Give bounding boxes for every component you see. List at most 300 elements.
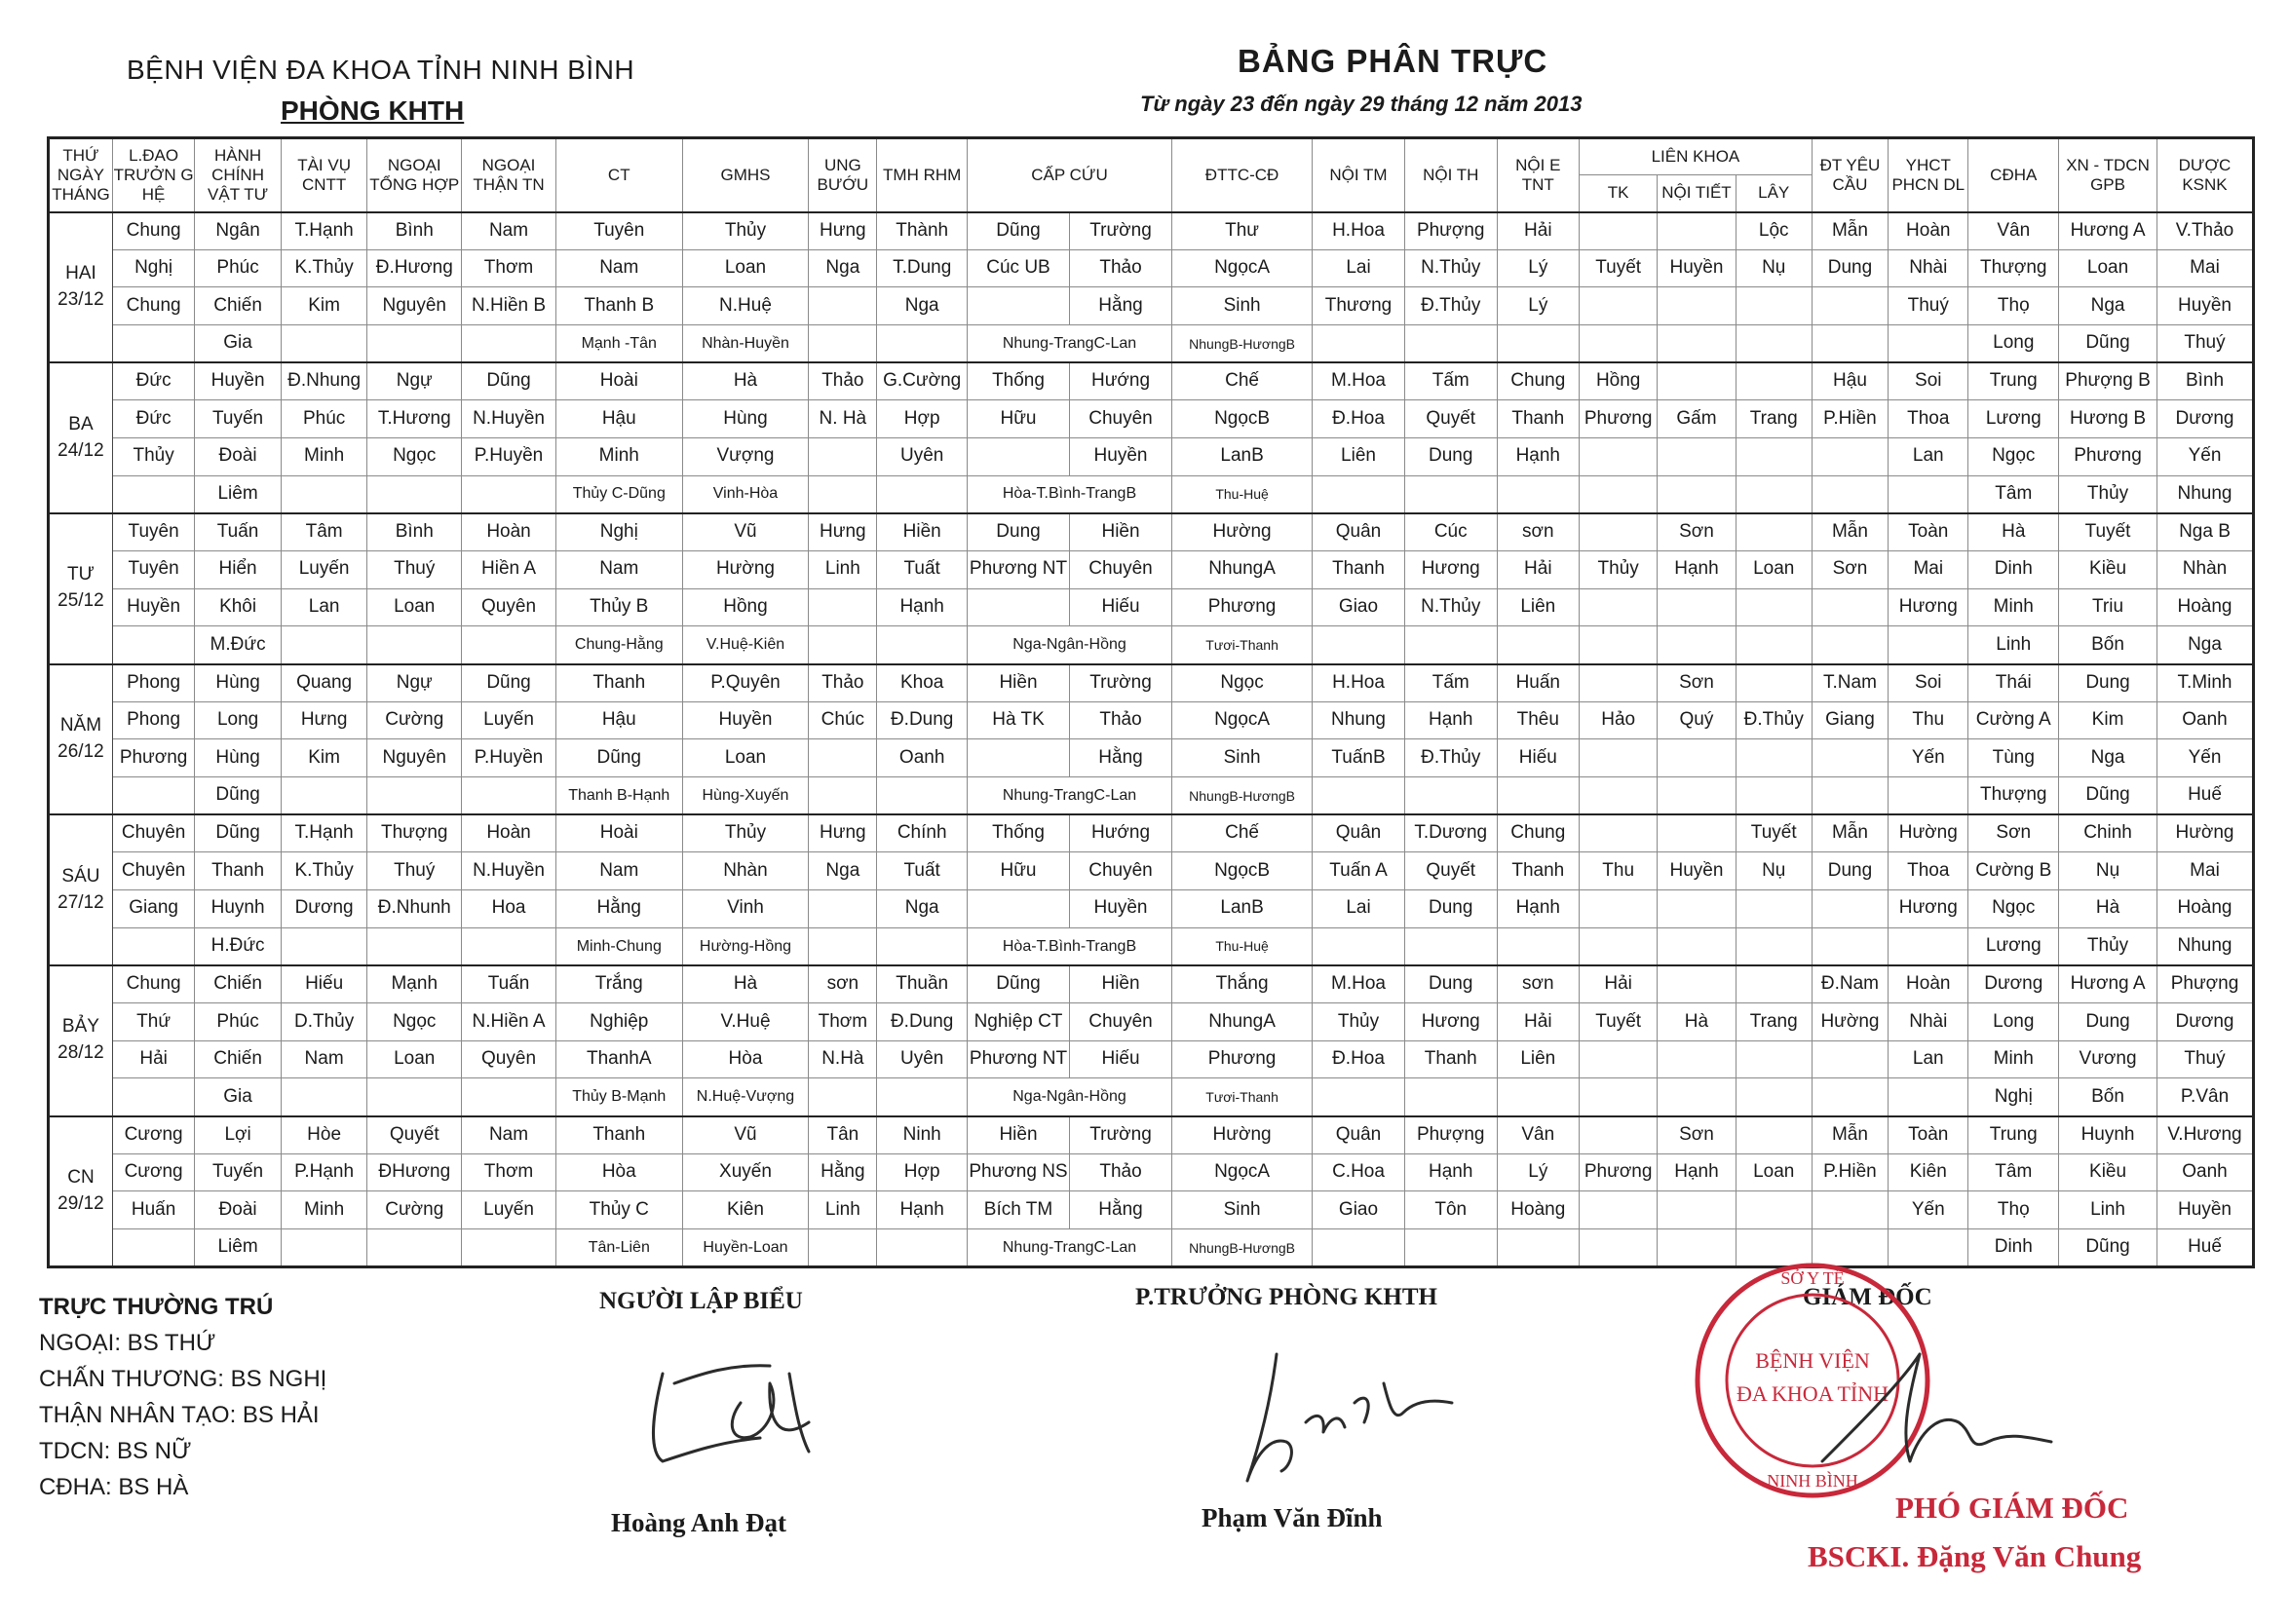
schedule-cell: Vượng bbox=[682, 438, 809, 476]
schedule-cell bbox=[1658, 777, 1736, 815]
schedule-cell: Tuyết bbox=[1580, 249, 1658, 287]
schedule-cell bbox=[1736, 664, 1812, 702]
resident-duty-block bbox=[39, 1289, 326, 1505]
schedule-cell: Chung bbox=[112, 212, 194, 250]
schedule-cell: Kiên bbox=[1889, 1153, 1968, 1191]
schedule-cell: Nam bbox=[555, 249, 682, 287]
schedule-cell: Hoàn bbox=[1889, 212, 1968, 250]
schedule-cell bbox=[462, 777, 556, 815]
schedule-cell: Cúc UB bbox=[968, 249, 1070, 287]
schedule-cell: Quân bbox=[1313, 1116, 1405, 1154]
schedule-cell: Huế bbox=[2156, 777, 2253, 815]
schedule-cell: Nga bbox=[877, 890, 968, 928]
schedule-cell: Hạnh bbox=[1658, 551, 1736, 589]
schedule-cell: Thanh bbox=[1404, 1040, 1497, 1078]
schedule-cell: Nhung bbox=[2156, 475, 2253, 513]
schedule-cell bbox=[1812, 475, 1888, 513]
schedule-cell bbox=[1658, 212, 1736, 250]
schedule-cell: Ngọc bbox=[367, 438, 462, 476]
schedule-cell: NhungA bbox=[1172, 1003, 1313, 1041]
schedule-cell bbox=[1889, 475, 1968, 513]
schedule-cell: NgọcB bbox=[1172, 852, 1313, 890]
schedule-cell bbox=[1736, 287, 1812, 325]
schedule-cell: NhungB-HươngB bbox=[1172, 325, 1313, 363]
schedule-cell: Thanh bbox=[1497, 852, 1579, 890]
schedule-cell: Trường bbox=[1070, 664, 1172, 702]
schedule-cell: Loan bbox=[367, 1040, 462, 1078]
schedule-cell: Giao bbox=[1313, 1191, 1405, 1229]
schedule-cell: Nga bbox=[2059, 287, 2157, 325]
schedule-cell: Quyết bbox=[1404, 400, 1497, 438]
schedule-cell: Tươi-Thanh bbox=[1172, 1078, 1313, 1116]
schedule-cell: Nụ bbox=[1736, 249, 1812, 287]
schedule-cell: Hòa-T.Bình-TrangB bbox=[968, 927, 1172, 965]
schedule-cell bbox=[1736, 475, 1812, 513]
schedule-cell: K.Thủy bbox=[281, 249, 367, 287]
day-cell bbox=[49, 965, 113, 1116]
schedule-cell: Uyên bbox=[877, 1040, 968, 1078]
schedule-cell: Ngự bbox=[367, 664, 462, 702]
schedule-cell bbox=[1736, 739, 1812, 777]
schedule-cell: Thắng bbox=[1172, 965, 1313, 1003]
schedule-cell: Thơm bbox=[462, 1153, 556, 1191]
schedule-cell: Chuyên bbox=[1070, 852, 1172, 890]
schedule-cell: Thu-Huệ bbox=[1172, 475, 1313, 513]
schedule-cell: Dung bbox=[2059, 1003, 2157, 1041]
schedule-cell: Linh bbox=[809, 1191, 877, 1229]
schedule-cell: Dung bbox=[1404, 438, 1497, 476]
schedule-cell: Hướng bbox=[1070, 362, 1172, 400]
schedule-cell: N.Huệ bbox=[682, 287, 809, 325]
schedule-cell bbox=[1580, 927, 1658, 965]
schedule-cell bbox=[1812, 739, 1888, 777]
schedule-cell: Hải bbox=[1497, 212, 1579, 250]
schedule-cell: Hằng bbox=[1070, 1191, 1172, 1229]
schedule-cell: Nụ bbox=[2059, 852, 2157, 890]
schedule-cell: Huyền bbox=[1658, 852, 1736, 890]
schedule-cell: Phương NT bbox=[968, 1040, 1070, 1078]
schedule-cell: Đ.Thủy bbox=[1736, 701, 1812, 739]
schedule-cell bbox=[1404, 325, 1497, 363]
schedule-cell: Nhài bbox=[1889, 1003, 1968, 1041]
col-kidney-surgery: NGOẠI THẬN TN bbox=[462, 138, 556, 212]
schedule-cell bbox=[1658, 1040, 1736, 1078]
schedule-cell: Thuần bbox=[877, 965, 968, 1003]
schedule-cell: Hòe bbox=[281, 1116, 367, 1154]
col-leader: L.ĐAO TRƯỞN G HỆ bbox=[112, 138, 194, 212]
schedule-cell bbox=[1313, 1078, 1405, 1116]
schedule-cell: Hoàn bbox=[462, 513, 556, 551]
schedule-cell: Liên bbox=[1313, 438, 1405, 476]
schedule-cell: P.Huyền bbox=[462, 438, 556, 476]
schedule-cell: Hiếu bbox=[281, 965, 367, 1003]
schedule-cell: Lương bbox=[1968, 927, 2059, 965]
hospital-name: BỆNH VIỆN ĐA KHOA TỈNH NINH BÌNH bbox=[127, 55, 635, 85]
schedule-cell: Nga bbox=[2156, 626, 2253, 664]
deputy-name: BSCKI. Đặng Văn Chung bbox=[1808, 1539, 2142, 1573]
schedule-cell bbox=[1313, 626, 1405, 664]
schedule-cell bbox=[1812, 588, 1888, 626]
schedule-cell: Giao bbox=[1313, 588, 1405, 626]
schedule-cell: Yến bbox=[1889, 1191, 1968, 1229]
schedule-cell: Phương bbox=[1580, 400, 1658, 438]
schedule-cell: Hùng bbox=[682, 400, 809, 438]
schedule-cell bbox=[367, 626, 462, 664]
day-label: CN bbox=[67, 1166, 95, 1188]
schedule-cell: Huyền bbox=[112, 588, 194, 626]
schedule-cell bbox=[1812, 890, 1888, 928]
schedule-cell: Bình bbox=[2156, 362, 2253, 400]
schedule-cell: sơn bbox=[1497, 965, 1579, 1003]
schedule-cell: P.Hiền bbox=[1812, 1153, 1888, 1191]
schedule-cell bbox=[1313, 325, 1405, 363]
col-cardiology: NỘI TM bbox=[1313, 138, 1405, 212]
schedule-cell: Nam bbox=[555, 551, 682, 589]
schedule-cell: Soi bbox=[1889, 664, 1968, 702]
duty-schedule-table bbox=[47, 136, 2255, 1268]
resident-line: NGOẠI: BS THỨ bbox=[39, 1330, 216, 1356]
schedule-cell: P.Hạnh bbox=[281, 1153, 367, 1191]
schedule-cell: Nhung bbox=[2156, 927, 2253, 965]
day-date: 25/12 bbox=[57, 590, 104, 612]
schedule-cell: Trường bbox=[1070, 212, 1172, 250]
schedule-cell: Hải bbox=[1580, 965, 1658, 1003]
col-admin: HÀNH CHÍNH VẬT TƯ bbox=[195, 138, 282, 212]
schedule-cell: Thanh bbox=[1313, 551, 1405, 589]
schedule-cell: Dũng bbox=[462, 664, 556, 702]
schedule-cell: Hiếu bbox=[1497, 739, 1579, 777]
schedule-cell: Minh bbox=[281, 1191, 367, 1229]
schedule-cell bbox=[877, 927, 968, 965]
schedule-cell: Hồng bbox=[682, 588, 809, 626]
schedule-cell bbox=[112, 777, 194, 815]
schedule-cell bbox=[462, 1229, 556, 1267]
schedule-cell bbox=[1580, 1229, 1658, 1267]
schedule-cell bbox=[1736, 890, 1812, 928]
schedule-cell bbox=[1580, 513, 1658, 551]
schedule-cell: Phượng bbox=[1404, 212, 1497, 250]
schedule-cell: Dung bbox=[1812, 249, 1888, 287]
schedule-cell: Huấn bbox=[1497, 664, 1579, 702]
schedule-cell bbox=[1812, 1078, 1888, 1116]
col-general-surgery: NGOẠI TỔNG HỢP bbox=[367, 138, 462, 212]
schedule-cell: Hoàng bbox=[1497, 1191, 1579, 1229]
schedule-cell bbox=[809, 1229, 877, 1267]
schedule-cell: Đức bbox=[112, 362, 194, 400]
col-lab: XN - TDCN GPB bbox=[2059, 138, 2157, 212]
schedule-cell: Trang bbox=[1736, 1003, 1812, 1041]
schedule-cell: Thanh bbox=[195, 852, 282, 890]
schedule-cell: Cường bbox=[367, 1191, 462, 1229]
schedule-cell bbox=[281, 1078, 367, 1116]
schedule-cell: Tấm bbox=[1404, 664, 1497, 702]
day-cell bbox=[49, 212, 113, 363]
schedule-cell: Hương A bbox=[2059, 212, 2157, 250]
schedule-cell: Tuyến bbox=[195, 1153, 282, 1191]
schedule-cell: Phương NT bbox=[968, 551, 1070, 589]
schedule-cell: Sơn bbox=[1968, 814, 2059, 852]
schedule-cell: Thống bbox=[968, 362, 1070, 400]
schedule-cell bbox=[877, 777, 968, 815]
schedule-cell bbox=[1658, 362, 1736, 400]
schedule-cell bbox=[1812, 438, 1888, 476]
schedule-cell: Tuyên bbox=[555, 212, 682, 250]
col-finance: TÀI VỤ CNTT bbox=[281, 138, 367, 212]
schedule-cell: Chuyên bbox=[1070, 551, 1172, 589]
schedule-cell bbox=[809, 777, 877, 815]
schedule-cell: Sơn bbox=[1658, 513, 1736, 551]
schedule-cell bbox=[281, 325, 367, 363]
schedule-cell: Hương bbox=[1889, 890, 1968, 928]
day-label: TƯ bbox=[67, 564, 95, 585]
schedule-cell: Tuất bbox=[877, 852, 968, 890]
schedule-cell: Hậu bbox=[1812, 362, 1888, 400]
schedule-cell: N.Hiền B bbox=[462, 287, 556, 325]
schedule-cell: Phượng bbox=[1404, 1116, 1497, 1154]
schedule-cell: Hiền bbox=[1070, 513, 1172, 551]
schedule-cell: T.Hương bbox=[367, 400, 462, 438]
schedule-cell: Hiếu bbox=[1070, 588, 1172, 626]
schedule-cell: V.Huệ-Kiên bbox=[682, 626, 809, 664]
schedule-cell: Ninh bbox=[877, 1116, 968, 1154]
schedule-cell: Minh bbox=[1968, 588, 2059, 626]
schedule-cell: Đ.Hoa bbox=[1313, 400, 1405, 438]
col-neurology: TK bbox=[1580, 175, 1658, 212]
schedule-cell: Hường bbox=[1812, 1003, 1888, 1041]
schedule-cell: Thanh bbox=[555, 1116, 682, 1154]
schedule-cell: Tôn bbox=[1404, 1191, 1497, 1229]
schedule-cell: Huế bbox=[2156, 1229, 2253, 1267]
director-title: GIÁM ĐỐC bbox=[1803, 1284, 1932, 1310]
schedule-cell: Hương A bbox=[2059, 965, 2157, 1003]
schedule-cell bbox=[1658, 814, 1736, 852]
schedule-cell: Hằng bbox=[1070, 287, 1172, 325]
schedule-cell: Hậu bbox=[555, 400, 682, 438]
schedule-cell: V.Hương bbox=[2156, 1116, 2253, 1154]
schedule-cell bbox=[1404, 475, 1497, 513]
schedule-cell: Tân bbox=[809, 1116, 877, 1154]
schedule-cell: Liên bbox=[1497, 588, 1579, 626]
col-internal-general: NỘI TH bbox=[1404, 138, 1497, 212]
schedule-cell: Huấn bbox=[112, 1191, 194, 1229]
schedule-cell: Nga bbox=[809, 249, 877, 287]
date-range: Từ ngày 23 đến ngày 29 tháng 12 năm 2013 bbox=[1140, 92, 1583, 116]
schedule-cell: Nhung-TrangC-Lan bbox=[968, 1229, 1172, 1267]
col-imaging: CĐHA bbox=[1968, 138, 2059, 212]
schedule-cell: Quyết bbox=[367, 1116, 462, 1154]
day-label: HAI bbox=[65, 262, 96, 283]
schedule-cell: Hậu bbox=[555, 701, 682, 739]
schedule-cell: Hạnh bbox=[877, 588, 968, 626]
schedule-cell bbox=[1580, 325, 1658, 363]
day-cell bbox=[49, 362, 113, 513]
schedule-cell: Cường A bbox=[1968, 701, 2059, 739]
schedule-cell: Thủy B-Mạnh bbox=[555, 1078, 682, 1116]
day-label: NĂM bbox=[59, 715, 102, 736]
schedule-cell: Hà bbox=[1658, 1003, 1736, 1041]
col-internal-e: NỘI E TNT bbox=[1497, 138, 1579, 212]
resident-line: CĐHA: BS HÀ bbox=[39, 1474, 189, 1500]
schedule-cell: Quyết bbox=[1404, 852, 1497, 890]
schedule-cell: Chế bbox=[1172, 814, 1313, 852]
schedule-cell: Hương bbox=[1889, 588, 1968, 626]
schedule-cell: Loan bbox=[682, 739, 809, 777]
schedule-cell bbox=[1497, 777, 1579, 815]
schedule-cell: Phong bbox=[112, 664, 194, 702]
schedule-cell: Thủy bbox=[2059, 927, 2157, 965]
schedule-cell: Hiền A bbox=[462, 551, 556, 589]
schedule-cell: Chiến bbox=[195, 1040, 282, 1078]
schedule-cell: Lan bbox=[1889, 438, 1968, 476]
schedule-cell: Long bbox=[195, 701, 282, 739]
schedule-cell: Thuý bbox=[1889, 287, 1968, 325]
schedule-cell: NhungB-HươngB bbox=[1172, 777, 1313, 815]
schedule-cell: Thanh B-Hạnh bbox=[555, 777, 682, 815]
schedule-cell bbox=[367, 777, 462, 815]
schedule-cell bbox=[968, 739, 1070, 777]
schedule-cell: Oanh bbox=[877, 739, 968, 777]
page-title: BẢNG PHÂN TRỰC bbox=[1238, 43, 1548, 79]
schedule-cell: Tuyên bbox=[112, 551, 194, 589]
schedule-cell: Đoài bbox=[195, 1191, 282, 1229]
schedule-cell: Đ.Dung bbox=[877, 701, 968, 739]
schedule-cell: Hưng bbox=[809, 513, 877, 551]
schedule-cell bbox=[1658, 1078, 1736, 1116]
schedule-cell bbox=[1580, 1191, 1658, 1229]
schedule-cell: Vinh-Hòa bbox=[682, 475, 809, 513]
schedule-cell: Lý bbox=[1497, 1153, 1579, 1191]
schedule-cell: Dung bbox=[968, 513, 1070, 551]
schedule-cell: Hường-Hồng bbox=[682, 927, 809, 965]
schedule-cell: Hưng bbox=[809, 814, 877, 852]
schedule-cell bbox=[809, 927, 877, 965]
schedule-cell bbox=[1736, 965, 1812, 1003]
schedule-cell: T.Dung bbox=[877, 249, 968, 287]
schedule-cell: Hà bbox=[1968, 513, 2059, 551]
schedule-cell: Kim bbox=[281, 287, 367, 325]
schedule-cell: Đ.Hương bbox=[367, 249, 462, 287]
schedule-cell: Mạnh -Tân bbox=[555, 325, 682, 363]
schedule-cell: Hướng bbox=[1070, 814, 1172, 852]
schedule-cell: Tuấn A bbox=[1313, 852, 1405, 890]
schedule-cell: Thái bbox=[1968, 664, 2059, 702]
schedule-cell bbox=[112, 927, 194, 965]
schedule-cell: T.Hạnh bbox=[281, 814, 367, 852]
schedule-cell: Hạnh bbox=[877, 1191, 968, 1229]
schedule-cell bbox=[1580, 890, 1658, 928]
schedule-cell: Huynh bbox=[2059, 1116, 2157, 1154]
schedule-cell bbox=[1497, 475, 1579, 513]
schedule-cell: Chuyên bbox=[112, 814, 194, 852]
schedule-cell: Gấm bbox=[1658, 400, 1736, 438]
schedule-cell: Ngọc bbox=[1172, 664, 1313, 702]
schedule-cell: Phương bbox=[1580, 1153, 1658, 1191]
schedule-cell: Hằng bbox=[555, 890, 682, 928]
schedule-cell: Chung bbox=[1497, 814, 1579, 852]
schedule-cell bbox=[367, 1229, 462, 1267]
schedule-cell: Mạnh bbox=[367, 965, 462, 1003]
schedule-cell bbox=[877, 1078, 968, 1116]
day-cell bbox=[49, 814, 113, 965]
schedule-cell: Đức bbox=[112, 400, 194, 438]
schedule-cell: Vân bbox=[1968, 212, 2059, 250]
head-title: P.TRƯỞNG PHÒNG KHTH bbox=[1135, 1284, 1437, 1310]
schedule-cell bbox=[1404, 1229, 1497, 1267]
schedule-cell: Cường B bbox=[1968, 852, 2059, 890]
schedule-cell: TuấnB bbox=[1313, 739, 1405, 777]
schedule-cell: Thượng bbox=[1968, 249, 2059, 287]
schedule-cell: Quân bbox=[1313, 814, 1405, 852]
schedule-cell: Tuyết bbox=[1736, 814, 1812, 852]
schedule-cell: Nga bbox=[2059, 739, 2157, 777]
schedule-cell: Tân-Liên bbox=[555, 1229, 682, 1267]
day-date: 24/12 bbox=[57, 439, 104, 461]
schedule-cell: Nhài bbox=[1889, 249, 1968, 287]
day-date: 28/12 bbox=[57, 1042, 104, 1064]
svg-text:ĐA KHOA TỈNH: ĐA KHOA TỈNH bbox=[1736, 1381, 1889, 1406]
schedule-cell: Quý bbox=[1658, 701, 1736, 739]
col-oncology: UNG BƯỚU bbox=[809, 138, 877, 212]
schedule-cell bbox=[809, 890, 877, 928]
col-endocrinology: NỘI TIẾT bbox=[1658, 175, 1736, 212]
schedule-cell: G.Cường bbox=[877, 362, 968, 400]
schedule-cell bbox=[1889, 1078, 1968, 1116]
schedule-cell bbox=[968, 890, 1070, 928]
schedule-cell: Thủy bbox=[1313, 1003, 1405, 1041]
schedule-cell: Lợi bbox=[195, 1116, 282, 1154]
schedule-cell: Khoa bbox=[877, 664, 968, 702]
director-signature bbox=[1803, 1344, 2056, 1491]
schedule-cell: K.Thủy bbox=[281, 852, 367, 890]
schedule-cell: Chiến bbox=[195, 287, 282, 325]
schedule-cell: Đ.Thủy bbox=[1404, 739, 1497, 777]
schedule-cell: Kiều bbox=[2059, 551, 2157, 589]
schedule-cell bbox=[1404, 927, 1497, 965]
schedule-cell: Dương bbox=[2156, 1003, 2253, 1041]
schedule-cell: Hoàn bbox=[1889, 965, 1968, 1003]
schedule-cell: Mai bbox=[2156, 249, 2253, 287]
schedule-cell: Trung bbox=[1968, 1116, 2059, 1154]
schedule-cell bbox=[1497, 1078, 1579, 1116]
resident-line: THẬN NHÂN TẠO: BS HẢI bbox=[39, 1402, 320, 1428]
schedule-cell: Oanh bbox=[2156, 701, 2253, 739]
schedule-cell: Hòa bbox=[555, 1153, 682, 1191]
schedule-cell: Luyến bbox=[281, 551, 367, 589]
schedule-cell: Lý bbox=[1497, 249, 1579, 287]
schedule-cell: Lan bbox=[281, 588, 367, 626]
schedule-cell: Nga B bbox=[2156, 513, 2253, 551]
schedule-cell bbox=[1736, 777, 1812, 815]
schedule-cell: Dũng bbox=[968, 965, 1070, 1003]
schedule-cell: Nga bbox=[809, 852, 877, 890]
schedule-cell: T.Dương bbox=[1404, 814, 1497, 852]
schedule-cell bbox=[877, 475, 968, 513]
schedule-cell: Dinh bbox=[1968, 551, 2059, 589]
schedule-cell: LanB bbox=[1172, 890, 1313, 928]
schedule-cell bbox=[1580, 777, 1658, 815]
schedule-cell: Dinh bbox=[1968, 1229, 2059, 1267]
schedule-cell: Tâm bbox=[281, 513, 367, 551]
schedule-cell bbox=[1812, 1040, 1888, 1078]
schedule-cell: Nhàn bbox=[682, 852, 809, 890]
schedule-cell bbox=[1658, 438, 1736, 476]
schedule-cell: Sơn bbox=[1658, 664, 1736, 702]
schedule-cell: Luyến bbox=[462, 1191, 556, 1229]
schedule-cell bbox=[1889, 927, 1968, 965]
schedule-cell: Linh bbox=[809, 551, 877, 589]
schedule-cell bbox=[281, 1229, 367, 1267]
schedule-cell: M.Hoa bbox=[1313, 362, 1405, 400]
